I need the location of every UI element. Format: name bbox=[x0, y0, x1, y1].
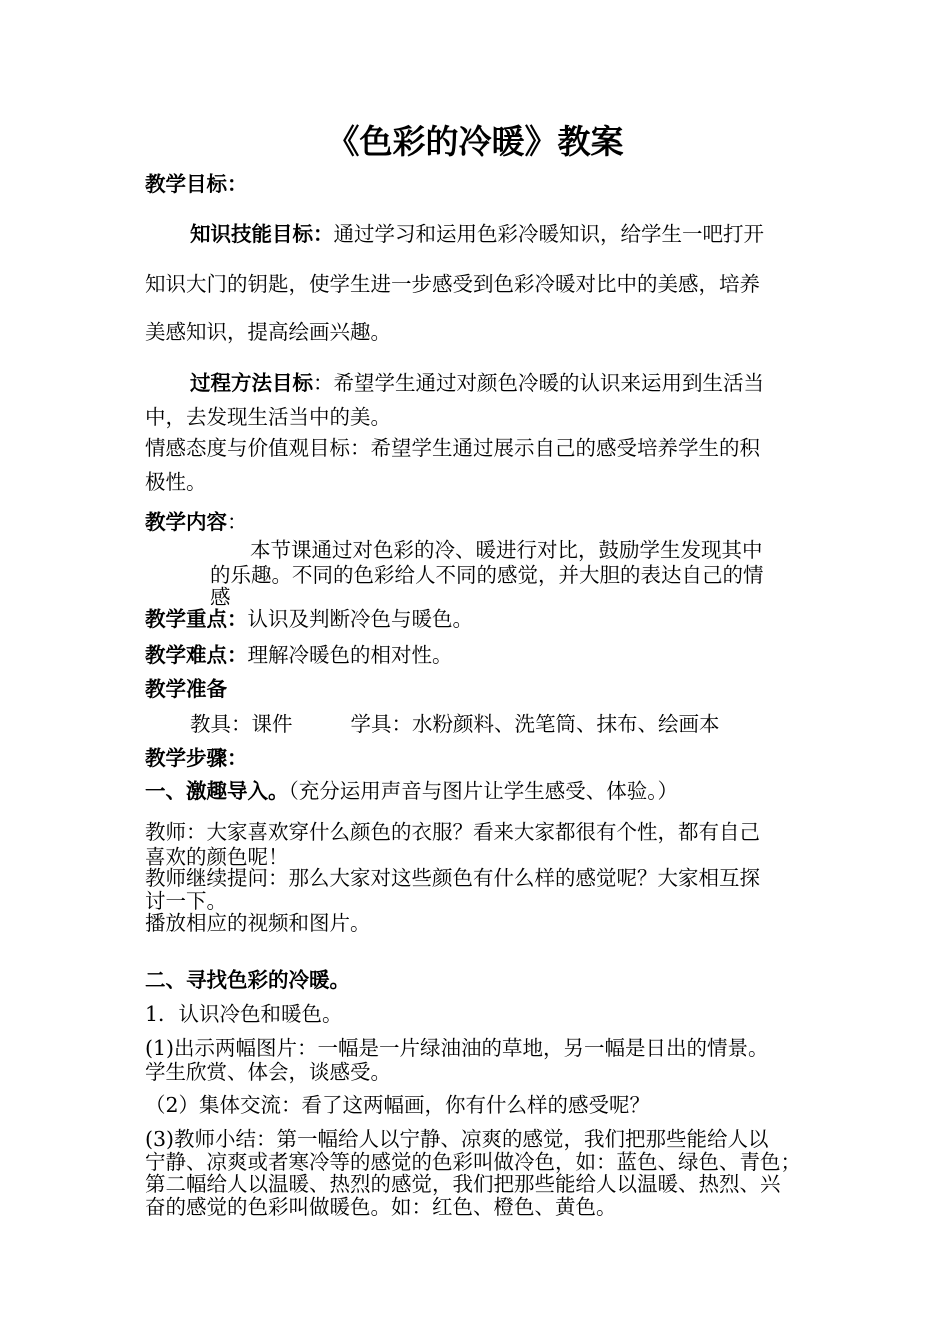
step1-line bbox=[145, 779, 678, 803]
teacher-tools: 教具：课件 bbox=[190, 712, 293, 736]
key-point-line bbox=[145, 607, 473, 631]
step2-p2: （2）集体交流：看了这两幅画，你有什么样的感受呢？ bbox=[145, 1093, 651, 1117]
content-line-1: 本节课通过对色彩的冷、暖进行对比，鼓励学生发现其中 bbox=[250, 538, 763, 562]
step1-line-1: 教师：大家喜欢穿什么颜色的衣服？看来大家都很有个性，都有自己 bbox=[145, 820, 760, 844]
process-objective-text: ：希望学生通过对颜色冷暖的认识来运用到生活当 bbox=[313, 371, 764, 395]
step2-p1-line-2: 学生欣赏、体会，谈感受。 bbox=[145, 1060, 391, 1084]
difficulty-line bbox=[145, 643, 453, 667]
step2-p1-line-1: (1)出示两幅图片：一幅是一片绿油油的草地，另一幅是日出的情景。 bbox=[145, 1036, 769, 1060]
steps-heading: 教学步骤： bbox=[145, 746, 248, 770]
emotion-objective-line: 情感态度与价值观目标：希望学生通过展示自己的感受培养学生的积 bbox=[145, 436, 760, 460]
key-point-label: 教学重点： bbox=[145, 607, 248, 631]
content-heading: 教学内容 bbox=[145, 510, 227, 534]
preparation-tools-line bbox=[190, 712, 720, 736]
knowledge-objective-line-2: 知识大门的钥匙，使学生进一步感受到色彩冷暖对比中的美感，培养 bbox=[145, 272, 760, 296]
objectives-heading: 教学目标： bbox=[145, 172, 248, 196]
difficulty-text: 理解冷暖色的相对性。 bbox=[247, 643, 453, 667]
step2-label: 二、寻找色彩的冷暖。 bbox=[145, 968, 350, 992]
step1-line-5: 播放相应的视频和图片。 bbox=[145, 911, 371, 935]
emotion-objective-line-2: 极性。 bbox=[145, 470, 207, 494]
content-heading-line bbox=[145, 510, 248, 534]
knowledge-objective-text: 通过学习和运用色彩冷暖知识，给学生一吧打开 bbox=[333, 222, 764, 246]
knowledge-objective-line-3: 美感知识，提高绘画兴趣。 bbox=[145, 320, 391, 344]
preparation-heading: 教学准备 bbox=[145, 677, 227, 701]
student-tools: 学具：水粉颜料、洗笔筒、抹布、绘画本 bbox=[350, 712, 720, 736]
step2-sub1: 1．认识冷色和暖色。 bbox=[145, 1002, 343, 1026]
step1-line-2: 喜欢的颜色呢！ bbox=[145, 845, 289, 869]
process-objective-line bbox=[190, 371, 764, 395]
difficulty-label: 教学难点： bbox=[145, 643, 248, 667]
knowledge-objective-label: 知识技能目标： bbox=[190, 222, 334, 246]
step2-p3-line-3: 第二幅给人以温暖、热烈的感觉，我们把那些能给人以温暖、热烈、兴 bbox=[145, 1172, 781, 1196]
step1-label: 一、激趣导入。 bbox=[145, 779, 289, 803]
content-heading-colon: ： bbox=[227, 510, 248, 534]
step1-line-4: 讨一下。 bbox=[145, 889, 227, 913]
step2-p3-line-4: 奋的感觉的色彩叫做暖色。如：红色、橙色、黄色。 bbox=[145, 1195, 617, 1219]
document-title: 《色彩的冷暖》教案 bbox=[326, 122, 624, 161]
step1-line-3: 教师继续提问：那么大家对这些颜色有什么样的感觉呢？大家相互探 bbox=[145, 866, 760, 890]
content-line-3: 感 bbox=[210, 585, 231, 609]
process-objective-line-2: 中，去发现生活当中的美。 bbox=[145, 405, 391, 429]
step2-p3-line-2: 宁静、凉爽或者寒冷等的感觉的色彩叫做冷色，如：蓝色、绿色、青色； bbox=[145, 1150, 801, 1174]
step2-p3-line-1: (3)教师小结：第一幅给人以宁静、凉爽的感觉，我们把那些能给人以 bbox=[145, 1127, 769, 1151]
knowledge-objective-line bbox=[190, 222, 764, 246]
content-line-2: 的乐趣。不同的色彩给人不同的感觉，并大胆的表达自己的情 bbox=[210, 563, 764, 587]
step1-note: （充分运用声音与图片让学生感受、体验。） bbox=[288, 779, 678, 803]
key-point-text: 认识及判断冷色与暖色。 bbox=[247, 607, 473, 631]
process-objective-label: 过程方法目标 bbox=[190, 371, 313, 395]
